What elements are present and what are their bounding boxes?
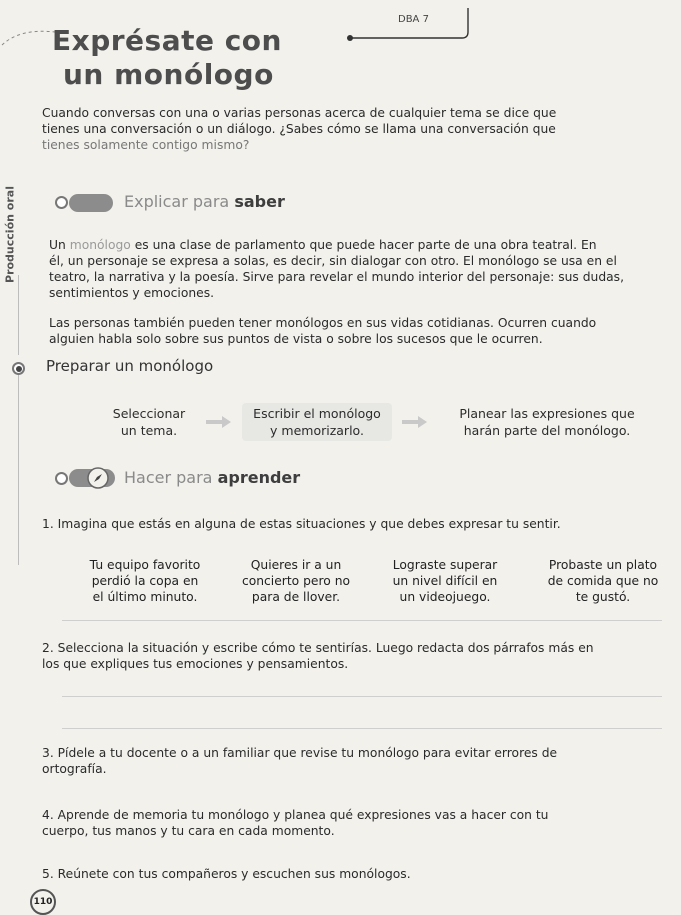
dba-connector [330, 6, 475, 46]
question-3-line1: 3. Pídele a tu docente o a un familiar que revise tu monólogo para evitar errores de [42, 746, 558, 760]
intro-line-3: tienes solamente contigo mismo? [42, 138, 250, 152]
explain-p2-line2: alguien habla solo sobre sus puntos de vista o sobre los sucesos que le ocurren. [49, 332, 543, 346]
question-2-line2: los que expliques tus emociones y pensamientos. [42, 657, 349, 671]
explain-p2-line1: Las personas también pueden tener monólogos en sus vidas cotidianas. Ocurren cuando [49, 316, 597, 330]
prepare-step-2: Escribir el monólogo y memorizarlo. [242, 403, 392, 441]
prepare-step-1: Seleccionar un tema. [112, 406, 186, 438]
page-number: 110 [30, 889, 56, 915]
side-label: Producción oral [3, 186, 17, 283]
dba-code: DBA 7 [398, 14, 429, 25]
side-rule-bottom [18, 365, 19, 565]
question-1: 1. Imagina que estás en alguna de estas situaciones y que debes expresar tu sentir. [42, 517, 561, 531]
side-rule-top [18, 275, 19, 355]
situation-1: Tu equipo favorito perdió la copa en el último minuto. [89, 558, 201, 604]
question-3-line2: ortografía. [42, 762, 107, 776]
explain-badge-icon [69, 194, 113, 212]
explain-bullet [55, 196, 68, 209]
explain-p1-line1: Un monólogo es una clase de parlamento que puede hacer parte de una obra teatral. En [49, 238, 597, 252]
question-5: 5. Reúnete con tus compañeros y escuchen sus monólogos. [42, 867, 411, 881]
explain-title: Explicar para saber [124, 192, 285, 211]
situation-2: Quieres ir a un concierto pero no para de llover. [241, 558, 351, 604]
question-4-line1: 4. Aprende de memoria tu monólogo y planea qué expresiones vas a hacer con tu [42, 808, 549, 822]
monologue-term: monólogo [69, 238, 131, 252]
explain-p1-line2: él, un personaje se expresa a solas, es decir, sin dialogar con otro. El monólogo se usa en el [49, 254, 617, 268]
situation-3: Lograste superar un nivel difícil en un videojuego. [392, 558, 498, 604]
divider [62, 620, 662, 621]
learn-title: Hacer para aprender [124, 468, 301, 487]
answer-line-2[interactable] [62, 728, 662, 729]
explain-p1-line4: sentimientos y emociones. [49, 286, 215, 300]
question-4-line2: cuerpo, tus manos y tu cara en cada momento. [42, 824, 335, 838]
learn-bullet [55, 472, 68, 485]
answer-line-1[interactable] [62, 696, 662, 697]
explain-p1-line3: teatro, la narrativa y la poesía. Sirve para revelar el mundo interior del personaje: sus dudas, [49, 270, 624, 284]
arrow-right-icon [402, 415, 428, 429]
intro-line-1: Cuando conversas con una o varias personas acerca de cualquier tema se dice que [42, 106, 557, 120]
prepare-title: Preparar un monólogo [46, 357, 214, 375]
compass-icon [86, 466, 110, 490]
arrow-right-icon [206, 415, 232, 429]
prepare-step-3: Planear las expresiones que harán parte del monólogo. [459, 406, 635, 438]
page-title-line1: Exprésate con [52, 24, 282, 57]
situation-4: Probaste un plato de comida que no te gustó. [547, 558, 659, 604]
prepare-bullet [12, 362, 25, 375]
intro-line-2: tienes una conversación o un diálogo. ¿Sabes cómo se llama una conversación que [42, 122, 556, 136]
page-title-line2: un monólogo [63, 58, 274, 91]
question-2-line1: 2. Selecciona la situación y escribe cómo te sentirías. Luego redacta dos párrafos más en [42, 641, 594, 655]
decorative-curve [0, 20, 60, 50]
